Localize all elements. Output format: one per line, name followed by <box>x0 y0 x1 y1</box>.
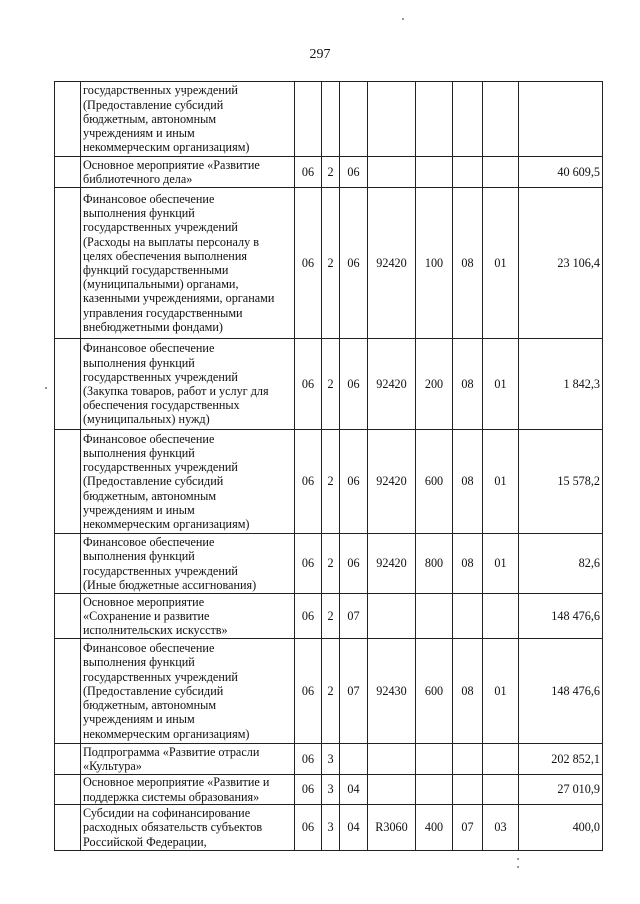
description-cell: Финансовое обеспечение выполнения функций государственных учреждений (Закупка товаров, работ и услуг для обеспечения государственных (муниципальных) нужд) <box>81 339 295 430</box>
scan-speck <box>517 866 519 868</box>
code-cell <box>453 82 483 157</box>
code-cell <box>368 775 416 805</box>
code-cell <box>416 775 453 805</box>
code-cell: 06 <box>295 339 322 430</box>
code-cell: 07 <box>340 639 368 744</box>
code-cell: 06 <box>295 534 322 594</box>
code-cell: 08 <box>453 339 483 430</box>
index-cell <box>55 639 81 744</box>
code-cell: 3 <box>322 744 340 775</box>
code-cell: 400 <box>416 805 453 851</box>
code-cell: 2 <box>322 594 340 639</box>
code-cell: 06 <box>295 157 322 188</box>
description-cell: Субсидии на софинансирование расходных обязательств субъектов Российской Федерации, <box>81 805 295 851</box>
table-row <box>55 639 603 744</box>
code-cell: 04 <box>340 805 368 851</box>
code-cell: 92420 <box>368 534 416 594</box>
code-cell <box>483 157 519 188</box>
code-cell: 04 <box>340 775 368 805</box>
code-cell: 92420 <box>368 430 416 534</box>
amount-cell: 27 010,9 <box>519 775 603 805</box>
code-cell: 06 <box>340 534 368 594</box>
code-cell <box>322 82 340 157</box>
code-cell <box>453 594 483 639</box>
code-cell: 2 <box>322 188 340 339</box>
code-cell <box>368 82 416 157</box>
index-cell <box>55 157 81 188</box>
code-cell: 06 <box>295 805 322 851</box>
index-cell <box>55 430 81 534</box>
code-cell <box>368 594 416 639</box>
code-cell: 06 <box>340 339 368 430</box>
code-cell: 100 <box>416 188 453 339</box>
code-cell: 01 <box>483 188 519 339</box>
code-cell: 2 <box>322 430 340 534</box>
description-cell: Основное мероприятие «Развитие библиотечного дела» <box>81 157 295 188</box>
amount-cell: 1 842,3 <box>519 339 603 430</box>
table-row <box>55 534 603 594</box>
scan-speck <box>402 18 404 20</box>
index-cell <box>55 744 81 775</box>
amount-cell: 15 578,2 <box>519 430 603 534</box>
code-cell: 600 <box>416 639 453 744</box>
code-cell <box>416 744 453 775</box>
code-cell <box>340 82 368 157</box>
code-cell <box>453 775 483 805</box>
code-cell: 08 <box>453 639 483 744</box>
code-cell <box>368 744 416 775</box>
code-cell: 08 <box>453 534 483 594</box>
code-cell: 06 <box>340 188 368 339</box>
code-cell: 01 <box>483 339 519 430</box>
code-cell: 2 <box>322 639 340 744</box>
table-row <box>55 430 603 534</box>
code-cell <box>368 157 416 188</box>
index-cell <box>55 339 81 430</box>
code-cell: 3 <box>322 775 340 805</box>
code-cell: 800 <box>416 534 453 594</box>
scan-speck <box>45 387 47 389</box>
code-cell: 06 <box>340 430 368 534</box>
table-row <box>55 157 603 188</box>
table-row <box>55 775 603 805</box>
table-row <box>55 594 603 639</box>
code-cell: 92420 <box>368 339 416 430</box>
code-cell: 92420 <box>368 188 416 339</box>
amount-cell: 23 106,4 <box>519 188 603 339</box>
code-cell: 01 <box>483 639 519 744</box>
code-cell: 2 <box>322 339 340 430</box>
code-cell: 2 <box>322 157 340 188</box>
code-cell: 92430 <box>368 639 416 744</box>
budget-table <box>54 81 603 851</box>
code-cell: 600 <box>416 430 453 534</box>
description-cell: Финансовое обеспечение выполнения функций государственных учреждений (Расходы на выплаты персоналу в целях обеспечения выполнения функций государственными (муниципальными) органами, казенными учреждениями, органами управления государственными внебюджетными фондами) <box>81 188 295 339</box>
code-cell <box>483 775 519 805</box>
page-number: 297 <box>309 47 331 62</box>
description-cell: Финансовое обеспечение выполнения функций государственных учреждений (Иные бюджетные ассигнования) <box>81 534 295 594</box>
index-cell <box>55 534 81 594</box>
code-cell: 08 <box>453 188 483 339</box>
code-cell <box>483 594 519 639</box>
table-row <box>55 82 603 157</box>
index-cell <box>55 805 81 851</box>
code-cell: 01 <box>483 430 519 534</box>
code-cell: 07 <box>453 805 483 851</box>
amount-cell: 400,0 <box>519 805 603 851</box>
description-cell: Подпрограмма «Развитие отрасли «Культура» <box>81 744 295 775</box>
code-cell <box>295 82 322 157</box>
code-cell <box>416 157 453 188</box>
amount-cell: 40 609,5 <box>519 157 603 188</box>
description-cell: Основное мероприятие «Сохранение и развитие исполнительских искусств» <box>81 594 295 639</box>
code-cell <box>340 744 368 775</box>
scan-speck <box>517 858 519 860</box>
code-cell: 06 <box>340 157 368 188</box>
code-cell: 200 <box>416 339 453 430</box>
code-cell: 06 <box>295 188 322 339</box>
amount-cell: 148 476,6 <box>519 639 603 744</box>
table-row <box>55 188 603 339</box>
code-cell <box>453 744 483 775</box>
amount-cell: 82,6 <box>519 534 603 594</box>
code-cell: 2 <box>322 534 340 594</box>
code-cell <box>453 157 483 188</box>
amount-cell <box>519 82 603 157</box>
table-row <box>55 805 603 851</box>
code-cell: R3060 <box>368 805 416 851</box>
code-cell: 06 <box>295 594 322 639</box>
code-cell: 08 <box>453 430 483 534</box>
code-cell <box>416 82 453 157</box>
code-cell <box>483 82 519 157</box>
code-cell: 06 <box>295 775 322 805</box>
code-cell: 06 <box>295 430 322 534</box>
index-cell <box>55 775 81 805</box>
amount-cell: 148 476,6 <box>519 594 603 639</box>
code-cell <box>416 594 453 639</box>
index-cell <box>55 82 81 157</box>
description-cell: Финансовое обеспечение выполнения функций государственных учреждений (Предоставление субсидий бюджетным, автономным учреждениям и иным некоммерческим организациям) <box>81 430 295 534</box>
index-cell <box>55 188 81 339</box>
table-row <box>55 339 603 430</box>
code-cell: 01 <box>483 534 519 594</box>
code-cell <box>483 744 519 775</box>
index-cell <box>55 594 81 639</box>
description-cell: Основное мероприятие «Развитие и поддержка системы образования» <box>81 775 295 805</box>
code-cell: 06 <box>295 744 322 775</box>
code-cell: 3 <box>322 805 340 851</box>
table-row <box>55 744 603 775</box>
table-body <box>55 82 603 851</box>
description-cell: государственных учреждений (Предоставление субсидий бюджетным, автономным учреждениям и иным некоммерческим организациям) <box>81 82 295 157</box>
code-cell: 07 <box>340 594 368 639</box>
amount-cell: 202 852,1 <box>519 744 603 775</box>
description-cell: Финансовое обеспечение выполнения функций государственных учреждений (Предоставление субсидий бюджетным, автономным учреждениям и иным некоммерческим организациям) <box>81 639 295 744</box>
code-cell: 03 <box>483 805 519 851</box>
code-cell: 06 <box>295 639 322 744</box>
